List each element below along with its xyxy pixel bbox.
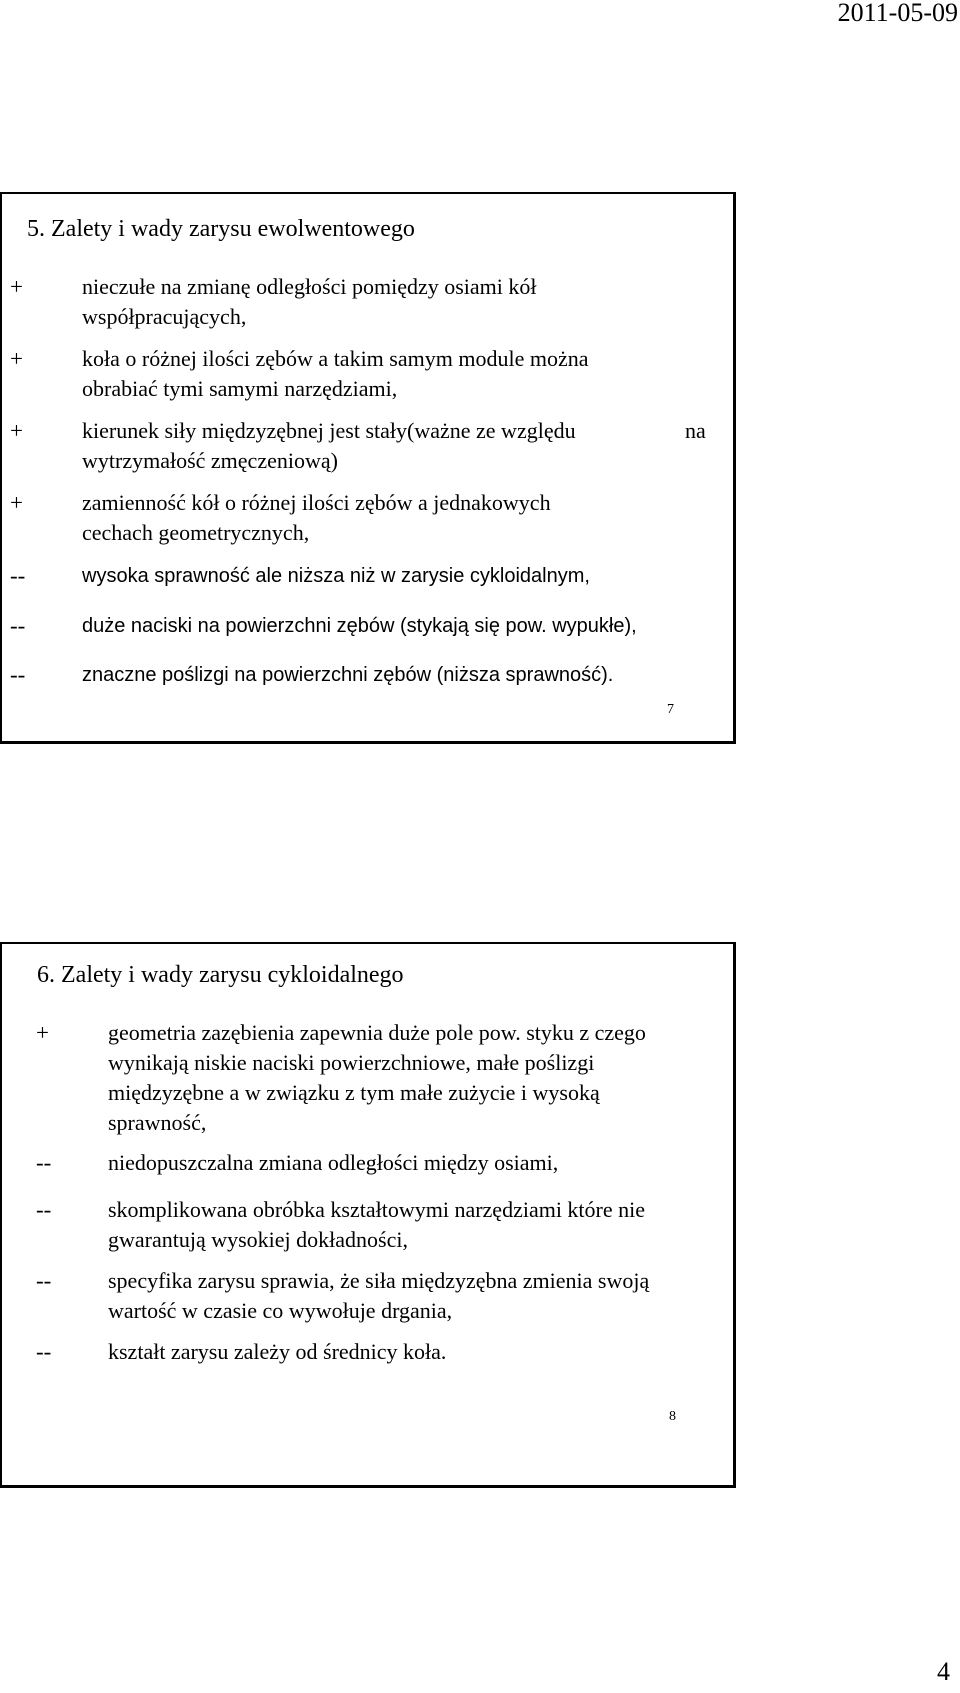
slide-number: 8 (669, 1409, 676, 1424)
item-line: koła o różnej ilości zębów a takim samym module można (82, 346, 589, 371)
slide-8 (0, 942, 736, 1488)
item-text: duże naciski na powierzchni zębów (stykają się pow. wypukłe), (82, 615, 637, 637)
page-number: 4 (937, 1657, 950, 1686)
page-date: 2011-05-09 (837, 0, 958, 27)
plus-marker: + (10, 274, 23, 299)
item-text (82, 272, 722, 332)
item-line-wrap (82, 416, 722, 446)
dash-marker: -- (10, 613, 26, 638)
item-line-end: na (685, 418, 706, 443)
item-text: kształt zarysu zależy od średnicy koła. (108, 1339, 447, 1364)
plus-marker: + (36, 1020, 49, 1045)
slide-number: 7 (667, 702, 674, 717)
item-text (82, 416, 722, 476)
dash-marker: -- (10, 563, 26, 588)
item-line: zamienność kół o różnej ilości zębów a jednakowych (82, 490, 551, 515)
item-line: nieczułe na zmianę odległości pomiędzy osiami kół (82, 274, 537, 299)
plus-marker: + (10, 346, 23, 371)
item-text: geometria zazębienia zapewnia duże pole pow. styku z czego wynikają niskie naciski powierzchniowe, małe poślizgi międzyzębne a w związku z tym małe zużycie i wysoką sprawność, (108, 1020, 646, 1135)
slide-title: 5. Zalety i wady zarysu ewolwentowego (27, 216, 415, 242)
item-text: wysoka sprawność ale niższa niż w zarysie cykloidalnym, (82, 565, 590, 587)
item-line: obrabiać tymi samymi narzędziami, (82, 376, 398, 401)
slide-7 (0, 192, 736, 744)
item-line: kierunek siły międzyzębnej jest stały(ważne ze względu (82, 418, 576, 443)
plus-marker: + (10, 418, 23, 443)
item-line: współpracujących, (82, 304, 247, 329)
item-text: specyfika zarysu sprawia, że siła międzyzębna zmienia swoją wartość w czasie co wywołuje drgania, (108, 1268, 650, 1323)
slide-title: 6. Zalety i wady zarysu cykloidalnego (37, 962, 404, 988)
item-text: niedopuszczalna zmiana odległości między osiami, (108, 1150, 559, 1175)
item-text: skomplikowana obróbka kształtowymi narzędziami które nie gwarantują wysokiej dokładności, (108, 1197, 646, 1252)
item-text (82, 344, 722, 404)
dash-marker: -- (36, 1339, 52, 1364)
item-text: znaczne poślizgi na powierzchni zębów (niższa sprawność). (82, 664, 614, 686)
item-line: cechach geometrycznych, (82, 520, 310, 545)
plus-marker: + (10, 490, 23, 515)
dash-marker: -- (36, 1150, 52, 1175)
dash-marker: -- (36, 1197, 52, 1222)
dash-marker: -- (10, 662, 26, 687)
item-line: wytrzymałość zmęczeniową) (82, 448, 338, 473)
item-text (82, 488, 722, 548)
dash-marker: -- (36, 1268, 52, 1293)
